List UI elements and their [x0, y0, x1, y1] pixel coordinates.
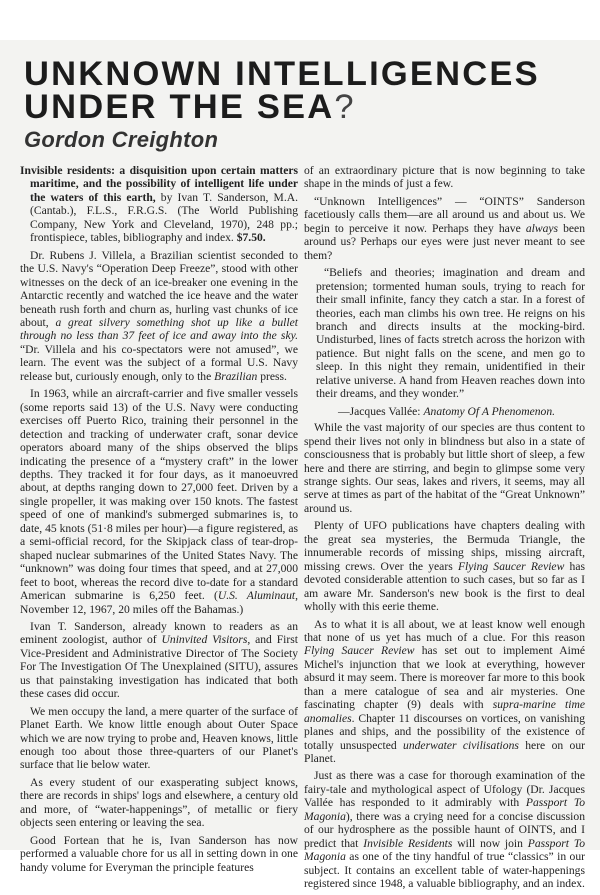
- title-line-2-text: UNDER THE SEA: [24, 88, 335, 126]
- book-review-header: [20, 164, 298, 245]
- block-quote: “Beliefs and theories; imagination and dream and pretension; tormented human souls, trying to reach for their small infinite, fancy they catch a star. In a forest of theories, each man climbs his own tree. He reigns on his branch and directs insults at the mocking-bird. Undisturbed, lines of facts stretch across the horizon with patience. But night falls on the scene, and men go to sleep. In this night they remain, unidentified in their relative universe. A hand from Heaven reaches down into their dreams, and they wonder.”: [316, 266, 585, 401]
- paragraph: [304, 195, 585, 262]
- text: Dr. Rubens J. Villela, a Brazilian scientist seconded to the U.S. Navy's “Operation Deep Freeze”, stood with other witnesses on the deck of an ice-breaker one evening in the Antarctic recently and watched the ice heave and the water beneath rush forth and churn as, hurling vast chunks of ice about,: [20, 248, 298, 329]
- italic-text: underwater civilisations: [403, 738, 519, 752]
- article-title: [24, 55, 540, 126]
- title-line-1: UNKNOWN INTELLIGENCES: [24, 55, 540, 93]
- italic-text: Passport To Magonia: [304, 796, 585, 823]
- paragraph: [304, 519, 585, 613]
- italic-text: Flying Saucer Review: [304, 644, 415, 658]
- text: ), there was a crying need for a concise discussion of our hydrosphere as the possible haunt of OINTS, and I predict that: [304, 809, 585, 850]
- book-price: $7.50.: [236, 231, 266, 245]
- text: , November 12, 1967, 20 miles off the Bahamas.): [20, 589, 298, 616]
- paragraph: [20, 249, 298, 384]
- paragraph: Good Fortean that he is, Ivan Sanderson has now performed a valuable chore for us all in setting down in one handy volume for Everyman the principle features: [20, 833, 298, 874]
- text: —Jacques Vallée:: [338, 404, 424, 418]
- text: . Chapter 11 discourses on vortices, on vanishing planes and ships, and the possibility of the existence of totally unsuspected: [304, 711, 585, 752]
- text: will now join: [452, 836, 528, 850]
- text: has devoted considerable attention to such cases, but so far as I am aware Mr. Sanderson's new book is the first to deal wholly with this eerie theme.: [304, 559, 586, 614]
- paragraph: [304, 769, 585, 890]
- italic-text: Passport To Magonia: [304, 836, 585, 864]
- text: Plenty of UFO publications have chapters dealing with the great sea mysteries, the Bermuda Triangle, the innumerable records of missing ships, missing aircraft, missing crews. Over the years: [304, 519, 585, 573]
- italic-text: supra-marine time anomalies: [304, 698, 585, 725]
- paragraph: [20, 620, 298, 701]
- text: press.: [257, 369, 287, 383]
- left-column: [20, 164, 298, 878]
- title-line-2: [24, 88, 540, 126]
- text: “Unknown Intelligences” — “OINTS” Sanderson facetiously calls them—are all around us and about us. We begin to perceive it now. Perhaps they have: [304, 194, 585, 235]
- author-byline: Gordon Creighton: [24, 127, 219, 152]
- quote-citation: [304, 405, 585, 418]
- title-question-mark: ?: [334, 88, 356, 126]
- text: , and First Vice-President and Administrative Director of The Society For The Investigation Of The Unexplained (SITU), assures us that painstaking investigation has indicated that both these cases did occur.: [20, 633, 298, 701]
- book-title: Invisible residents: a disquisition upon certain matters maritime, and the possibility of intelligent life under the waters of this earth,: [20, 164, 298, 204]
- text: has set out to implement Aimé Michel's injunction that we look at everything, however absurd it may seem. There is moreover far more to this book than a mere catalogue of sea and air mysteries. One fascinating chapter (9) deals with: [304, 644, 585, 712]
- text: In 1963, while an aircraft-carrier and five smaller vessels (some reports said 13) of the U.S. Navy were conducting exercises off Puerto Rico, training their personnel in the detection and tracking of underwater craft, sonar device operators aboard many of the ships observed the blips indicating the presence of a “mystery craft” in the lower depths. They tracked it for four days, as it manoeuvred about, at depths ranging down to 27,000 feet. Driven by a single propeller, it was making over 150 knots. The fastest speed of one of mankind's submerged submarines is, to date, 45 knots (51·8 miles per hour)—a figure registered, as a semi-official record, for the Skipjack class of tear-drop-shaped nuclear submarines of the United States Navy. The “unknown” was doing four times that speed, and at 27,000 feet to boot, whereas the record dive to-date for a standard American submarine is 6,250 feet. (: [20, 387, 298, 603]
- text: been around us? Perhaps our eyes were just never meant to see them?: [304, 221, 585, 262]
- italic-text: Anatomy Of A Phenomenon.: [423, 404, 556, 418]
- text: Ivan T. Sanderson, already known to readers as an eminent zoologist, author of: [20, 619, 298, 647]
- paragraph-continued: of an extraordinary picture that is now beginning to take shape in the minds of just a few.: [304, 164, 585, 191]
- text: Just as there was a case for thorough examination of the fairy-tale and mythological aspect of Ufology (Dr. Jacques Vallée has responded to it admirably with: [304, 769, 585, 810]
- text: “Dr. Villela and his co-spectators were not amused”, we learn. The event was the subject of a formal U.S. Navy release but, curiously enough, only to the: [20, 342, 298, 383]
- italic-text: U.S. Aluminaut: [217, 589, 296, 603]
- magazine-page: [0, 40, 600, 891]
- italic-text: a great silvery something shot up like a bullet through no less than 37 feet of ice and away into the sky.: [20, 315, 298, 343]
- right-column: [304, 164, 585, 895]
- book-details: by Ivan T. Sanderson, M.A. (Cantab.), F.L.S., F.R.G.S. (The World Publishing Company, New York and Cleveland, 1970), 248 pp.; frontispiece, tables, bibliography and index.: [30, 190, 298, 245]
- paragraph: As every student of our exasperating subject knows, there are records in ships' logs and elsewhere, a century old and more, of “water-happenings”, of metallic or fiery objects seen entering or leaving the sea.: [20, 775, 298, 830]
- italic-text: always: [525, 221, 559, 235]
- paragraph: [304, 618, 585, 766]
- italic-text: Uninvited Visitors: [161, 633, 248, 647]
- paragraph: [20, 387, 298, 616]
- text: as one of the tiny handful of true “classics” in our subject. It contains an excellent table of water-happenings registered since 1948, a valuable bibliography, and an index.: [304, 850, 585, 891]
- text: As to what it is all about, we at least know well enough that none of us yet has much of a clue. For this reason: [304, 617, 585, 644]
- italic-text: Invisible Residents: [363, 836, 453, 850]
- italic-text: Flying Saucer Review: [457, 559, 565, 573]
- italic-text: Brazilian: [214, 369, 258, 383]
- text: here on our Planet.: [304, 738, 585, 766]
- paragraph: While the vast majority of our species are thus content to spend their lives not only in blindness but also in a state of consciousness that is probably but little short of sleep, a few here and there are stirring, and begin to glimpse some very strange sights. Our seas, lakes and rivers, it seems, may all serve at times as part of the habitat of the “Great Unknown” around us.: [304, 421, 585, 515]
- paragraph: We men occupy the land, a mere quarter of the surface of Planet Earth. We know little enough about Outer Space which we are now trying to probe and, Heaven knows, little enough too about those three-quarters of our Planet's surface that lie below water.: [20, 704, 298, 772]
